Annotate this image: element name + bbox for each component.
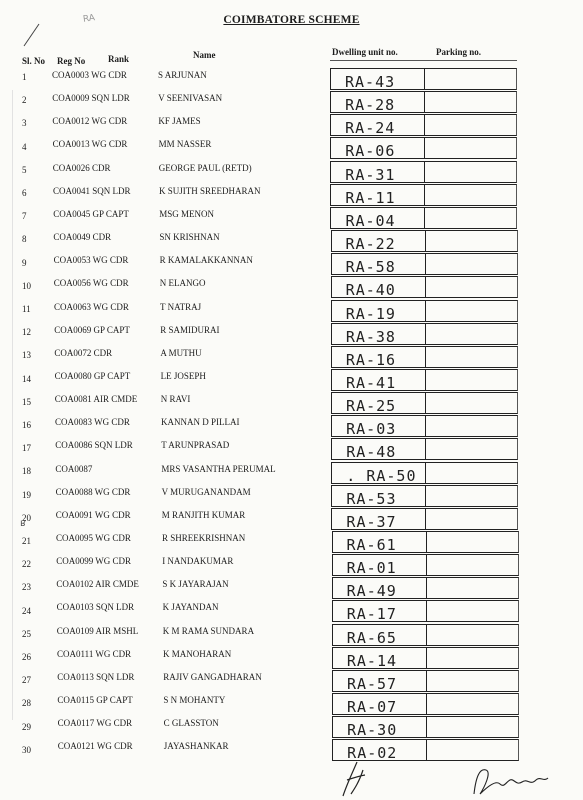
dwelling-unit-value: RA-11 bbox=[345, 188, 396, 207]
header-dwelling: Dwelling unit no. bbox=[332, 47, 398, 57]
name-cell: T ARUNPRASAD bbox=[161, 440, 230, 451]
reg-rank-cell: COA0099 WG CDR bbox=[56, 556, 132, 567]
dwelling-unit-cell bbox=[331, 438, 426, 460]
dwelling-unit-cell bbox=[331, 415, 426, 437]
parking-cell bbox=[426, 230, 518, 252]
dwelling-unit-cell bbox=[331, 508, 426, 530]
table-row bbox=[0, 691, 583, 717]
header-rank: Rank bbox=[108, 54, 130, 64]
sl-no-cell: 18 bbox=[22, 466, 31, 477]
name-cell: MRS VASANTHA PERUMAL bbox=[161, 463, 276, 474]
dwelling-unit-cell bbox=[332, 716, 427, 738]
reg-rank-cell: COA0102 AIR CMDE bbox=[56, 579, 139, 590]
reg-rank-cell: COA0009 SQN LDR bbox=[52, 93, 130, 104]
dwelling-unit-value: RA-65 bbox=[346, 628, 397, 647]
sl-no-cell: 22 bbox=[22, 559, 31, 570]
signature-1 bbox=[337, 758, 377, 798]
name-cell: LE JOSEPH bbox=[160, 370, 206, 381]
dwelling-unit-cell bbox=[331, 462, 426, 484]
dwelling-unit-value: RA-25 bbox=[346, 397, 397, 416]
reg-rank-cell: COA0088 WG CDR bbox=[55, 486, 131, 497]
name-cell: K JAYANDAN bbox=[162, 602, 219, 613]
table-row bbox=[0, 228, 583, 254]
table-row bbox=[0, 413, 583, 439]
name-cell: V SEENIVASAN bbox=[158, 93, 223, 104]
reg-rank-cell: COA0115 GP CAPT bbox=[57, 695, 133, 706]
signature-2 bbox=[470, 764, 550, 798]
parking-cell bbox=[425, 207, 517, 229]
sl-no-cell: 1 bbox=[22, 72, 27, 82]
reg-rank-cell: COA0003 WG CDR bbox=[52, 70, 127, 80]
sl-no-cell: 3 bbox=[22, 118, 27, 129]
parking-cell bbox=[426, 438, 518, 460]
dwelling-unit-cell bbox=[330, 137, 425, 159]
sl-no-cell: 20 bbox=[22, 512, 31, 523]
table-row bbox=[0, 135, 583, 161]
dwelling-unit-value: RA-02 bbox=[347, 744, 398, 763]
dwelling-unit-value: RA-22 bbox=[345, 235, 396, 254]
dwelling-unit-value: RA-49 bbox=[346, 582, 397, 601]
dwelling-unit-cell bbox=[330, 114, 425, 136]
dwelling-unit-cell bbox=[331, 323, 426, 345]
name-cell: KANNAN D PILLAI bbox=[161, 417, 240, 428]
parking-cell bbox=[427, 531, 519, 553]
table-top-rule bbox=[330, 60, 517, 61]
dwelling-unit-value: RA-37 bbox=[346, 512, 397, 531]
name-cell: S K JAYARAJAN bbox=[162, 579, 229, 590]
name-cell: I NANDAKUMAR bbox=[162, 556, 234, 567]
dwelling-unit-cell bbox=[332, 647, 427, 669]
table-row bbox=[0, 367, 583, 390]
reg-rank-cell: COA0095 WG CDR bbox=[56, 533, 131, 543]
dwelling-unit-value: RA-28 bbox=[345, 96, 396, 115]
reg-rank-cell: COA0063 WG CDR bbox=[54, 301, 129, 312]
parking-cell bbox=[427, 600, 519, 622]
pencil-note: RA bbox=[82, 13, 96, 25]
sl-no-cell: 29 bbox=[22, 721, 31, 732]
name-cell: K SUJITH SREEDHARAN bbox=[159, 185, 261, 196]
dwelling-unit-cell bbox=[331, 230, 426, 252]
dwelling-unit-cell bbox=[332, 554, 427, 576]
table-row bbox=[0, 321, 583, 344]
sl-no-cell: 21 bbox=[22, 536, 31, 546]
header-sl-no: Sl. No bbox=[22, 56, 46, 66]
table-row bbox=[0, 298, 583, 321]
name-cell: JAYASHANKAR bbox=[163, 741, 229, 752]
sl-no-cell: 27 bbox=[22, 675, 31, 686]
name-cell: C GLASSTON bbox=[163, 718, 219, 729]
parking-cell bbox=[425, 114, 517, 136]
dwelling-unit-cell bbox=[332, 624, 427, 646]
name-cell: MM NASSER bbox=[158, 139, 212, 150]
sl-no-cell: 12 bbox=[22, 327, 31, 338]
name-cell: GEORGE PAUL (RETD) bbox=[158, 162, 252, 173]
sl-no-cell: 15 bbox=[22, 396, 31, 407]
reg-rank-cell: COA0111 WG CDR bbox=[57, 648, 132, 659]
reg-rank-cell: COA0103 SQN LDR bbox=[56, 602, 135, 613]
dwelling-unit-cell bbox=[332, 577, 427, 599]
table-row bbox=[0, 460, 583, 483]
dwelling-unit-value: RA-24 bbox=[345, 119, 396, 138]
table-row bbox=[0, 182, 583, 205]
reg-rank-cell: COA0083 WG CDR bbox=[55, 417, 130, 428]
reg-rank-cell: COA0026 CDR bbox=[52, 162, 111, 173]
sl-no-cell: 26 bbox=[22, 652, 31, 662]
reg-rank-cell: COA0012 WG CDR bbox=[52, 116, 128, 127]
reg-rank-cell: COA0121 WG CDR bbox=[57, 741, 133, 752]
parking-cell bbox=[426, 392, 518, 414]
dwelling-unit-value: . RA-50 bbox=[346, 466, 417, 485]
dwelling-unit-value: RA-16 bbox=[345, 350, 397, 369]
table-row bbox=[0, 274, 583, 300]
name-cell: R KAMALAKKANNAN bbox=[159, 255, 253, 266]
parking-cell bbox=[427, 716, 519, 738]
parking-cell bbox=[426, 323, 518, 345]
header-name: Name bbox=[193, 50, 216, 60]
name-cell: S ARJUNAN bbox=[158, 70, 207, 80]
reg-rank-cell: COA0045 GP CAPT bbox=[53, 208, 129, 219]
reg-rank-cell: COA0013 WG CDR bbox=[52, 139, 128, 150]
sl-no-cell: 4 bbox=[22, 141, 27, 152]
sl-no-cell: 7 bbox=[22, 211, 27, 222]
sl-no-cell: 11 bbox=[22, 304, 31, 314]
name-cell: KF JAMES bbox=[158, 116, 201, 127]
parking-cell bbox=[426, 276, 518, 298]
sl-no-cell: 13 bbox=[22, 350, 31, 361]
dwelling-unit-cell bbox=[331, 485, 426, 507]
name-cell: MSG MENON bbox=[159, 208, 214, 219]
table-row bbox=[0, 622, 583, 645]
table-row bbox=[0, 575, 583, 601]
header-parking: Parking no. bbox=[436, 47, 482, 57]
name-cell: N RAVI bbox=[160, 394, 191, 405]
sl-no-cell: 17 bbox=[22, 443, 31, 454]
parking-cell bbox=[426, 415, 518, 437]
sl-no-cell: 19 bbox=[22, 489, 31, 500]
dwelling-unit-cell bbox=[330, 161, 425, 183]
header-reg-no: Reg No bbox=[57, 56, 86, 66]
dwelling-unit-value: RA-19 bbox=[345, 304, 396, 323]
parking-cell bbox=[427, 554, 519, 576]
dwelling-unit-value: RA-07 bbox=[347, 698, 398, 717]
dwelling-unit-value: RA-43 bbox=[345, 73, 396, 91]
dwelling-unit-value: RA-61 bbox=[346, 536, 397, 554]
name-cell: N ELANGO bbox=[159, 278, 206, 289]
parking-cell bbox=[426, 253, 518, 275]
name-cell: R SAMIDURAI bbox=[160, 324, 220, 335]
name-cell: S N MOHANTY bbox=[163, 695, 226, 706]
reg-rank-cell: COA0069 GP CAPT bbox=[54, 324, 130, 335]
sl-no-cell: 24 bbox=[22, 605, 31, 616]
reg-rank-cell: COA0041 SQN LDR bbox=[53, 185, 131, 196]
table-row bbox=[0, 251, 583, 277]
dwelling-unit-value: RA-48 bbox=[346, 443, 397, 462]
name-cell: R SHREEKRISHNAN bbox=[162, 533, 246, 543]
table-row bbox=[0, 529, 583, 552]
dwelling-unit-value: RA-30 bbox=[347, 721, 398, 740]
page-title: COIMBATORE SCHEME bbox=[223, 14, 360, 26]
reg-rank-cell: COA0091 WG CDR bbox=[55, 509, 131, 520]
table-row bbox=[0, 645, 583, 668]
sl-no-cell: 6 bbox=[22, 188, 27, 198]
parking-cell bbox=[426, 300, 518, 322]
dwelling-unit-value: RA-38 bbox=[345, 327, 396, 346]
table-row bbox=[0, 714, 583, 740]
dwelling-unit-cell bbox=[331, 253, 426, 275]
table-row bbox=[0, 483, 583, 506]
dwelling-unit-value: RA-58 bbox=[345, 258, 396, 277]
reg-rank-cell: COA0086 SQN LDR bbox=[55, 440, 133, 451]
parking-cell bbox=[427, 624, 519, 646]
parking-cell bbox=[426, 462, 518, 484]
dwelling-unit-cell bbox=[332, 531, 427, 553]
sl-no-cell: 16 bbox=[22, 420, 31, 430]
dwelling-unit-value: RA-41 bbox=[345, 373, 397, 392]
reg-rank-cell: COA0056 WG CDR bbox=[53, 278, 129, 289]
parking-cell bbox=[427, 577, 519, 599]
table-row bbox=[0, 390, 583, 416]
reg-rank-cell: COA0080 GP CAPT bbox=[54, 370, 131, 381]
dwelling-unit-cell bbox=[330, 91, 425, 113]
reg-rank-cell: COA0081 AIR CMDE bbox=[54, 394, 138, 405]
name-cell: M RANJITH KUMAR bbox=[161, 509, 246, 520]
table-row bbox=[0, 344, 583, 367]
name-cell: RAJIV GANGADHARAN bbox=[163, 671, 262, 682]
sl-no-cell: 14 bbox=[22, 373, 31, 384]
sl-no-cell: 28 bbox=[22, 698, 31, 709]
dwelling-unit-value: RA-17 bbox=[346, 605, 397, 624]
dwelling-unit-cell bbox=[331, 392, 426, 414]
dwelling-unit-value: RA-04 bbox=[345, 211, 396, 230]
dwelling-unit-cell bbox=[331, 276, 426, 298]
name-cell: T NATRAJ bbox=[160, 301, 202, 312]
reg-rank-cell: COA0109 AIR MSHL bbox=[56, 625, 139, 636]
dwelling-unit-value: RA-53 bbox=[346, 489, 397, 508]
name-cell: SN KRISHNAN bbox=[159, 232, 220, 243]
dwelling-unit-value: RA-06 bbox=[345, 142, 396, 161]
table-row bbox=[0, 205, 583, 228]
table-row bbox=[0, 159, 583, 182]
reg-rank-cell: COA0087 bbox=[55, 463, 93, 474]
pen-mark: ʁ bbox=[20, 518, 27, 529]
dwelling-unit-value: RA-40 bbox=[345, 281, 396, 300]
parking-cell bbox=[427, 739, 519, 761]
parking-cell bbox=[426, 508, 518, 530]
parking-cell bbox=[425, 137, 517, 159]
reg-rank-cell: COA0053 WG CDR bbox=[53, 255, 129, 266]
dwelling-unit-value: RA-03 bbox=[346, 420, 397, 439]
sl-no-cell: 23 bbox=[22, 582, 31, 593]
table-row bbox=[0, 89, 583, 115]
reg-rank-cell: COA0072 CDR bbox=[54, 347, 113, 358]
parking-cell bbox=[425, 184, 517, 206]
dwelling-unit-value: RA-14 bbox=[346, 651, 398, 670]
sl-no-cell: 9 bbox=[22, 257, 27, 268]
dwelling-unit-cell bbox=[332, 693, 427, 715]
parking-cell bbox=[427, 670, 519, 692]
sl-no-cell: 2 bbox=[22, 95, 27, 106]
table-row bbox=[0, 668, 583, 691]
parking-cell bbox=[426, 346, 518, 368]
table-row bbox=[0, 737, 583, 763]
table-row bbox=[0, 598, 583, 624]
sl-no-cell: 30 bbox=[22, 744, 31, 755]
sl-no-cell: 5 bbox=[22, 164, 27, 175]
reg-rank-cell: COA0113 SQN LDR bbox=[57, 671, 135, 682]
parking-cell bbox=[427, 693, 519, 715]
reg-rank-cell: COA0117 WG CDR bbox=[57, 718, 133, 729]
dwelling-unit-cell bbox=[331, 346, 426, 368]
sl-no-cell: 25 bbox=[22, 628, 31, 639]
table-row bbox=[0, 112, 583, 138]
dwelling-unit-value: RA-31 bbox=[345, 165, 396, 184]
parking-cell bbox=[426, 369, 518, 391]
name-cell: V MURUGANANDAM bbox=[161, 486, 251, 497]
name-cell: K MANOHARAN bbox=[163, 648, 232, 659]
parking-cell bbox=[425, 91, 517, 113]
name-cell: K M RAMA SUNDARA bbox=[162, 625, 255, 636]
dwelling-unit-value: RA-57 bbox=[346, 674, 398, 693]
parking-cell bbox=[426, 485, 518, 507]
parking-cell bbox=[427, 647, 519, 669]
dwelling-unit-cell bbox=[330, 184, 425, 206]
dwelling-unit-cell bbox=[331, 300, 426, 322]
dwelling-unit-cell bbox=[330, 207, 425, 229]
sl-no-cell: 10 bbox=[22, 280, 31, 291]
dwelling-unit-cell bbox=[332, 670, 427, 692]
table-row bbox=[0, 552, 583, 578]
dwelling-unit-cell bbox=[332, 600, 427, 622]
parking-cell bbox=[425, 68, 517, 90]
parking-cell bbox=[425, 161, 517, 183]
pen-stroke-mark bbox=[22, 22, 42, 48]
sl-no-cell: 8 bbox=[22, 234, 27, 245]
table-row bbox=[0, 66, 583, 89]
name-cell: A MUTHU bbox=[160, 347, 202, 358]
table-row bbox=[0, 506, 583, 529]
dwelling-unit-value: RA-01 bbox=[346, 559, 397, 578]
reg-rank-cell: COA0049 CDR bbox=[53, 232, 112, 243]
dwelling-unit-cell bbox=[331, 369, 426, 391]
dwelling-unit-cell bbox=[330, 68, 425, 90]
table-row bbox=[0, 436, 583, 462]
